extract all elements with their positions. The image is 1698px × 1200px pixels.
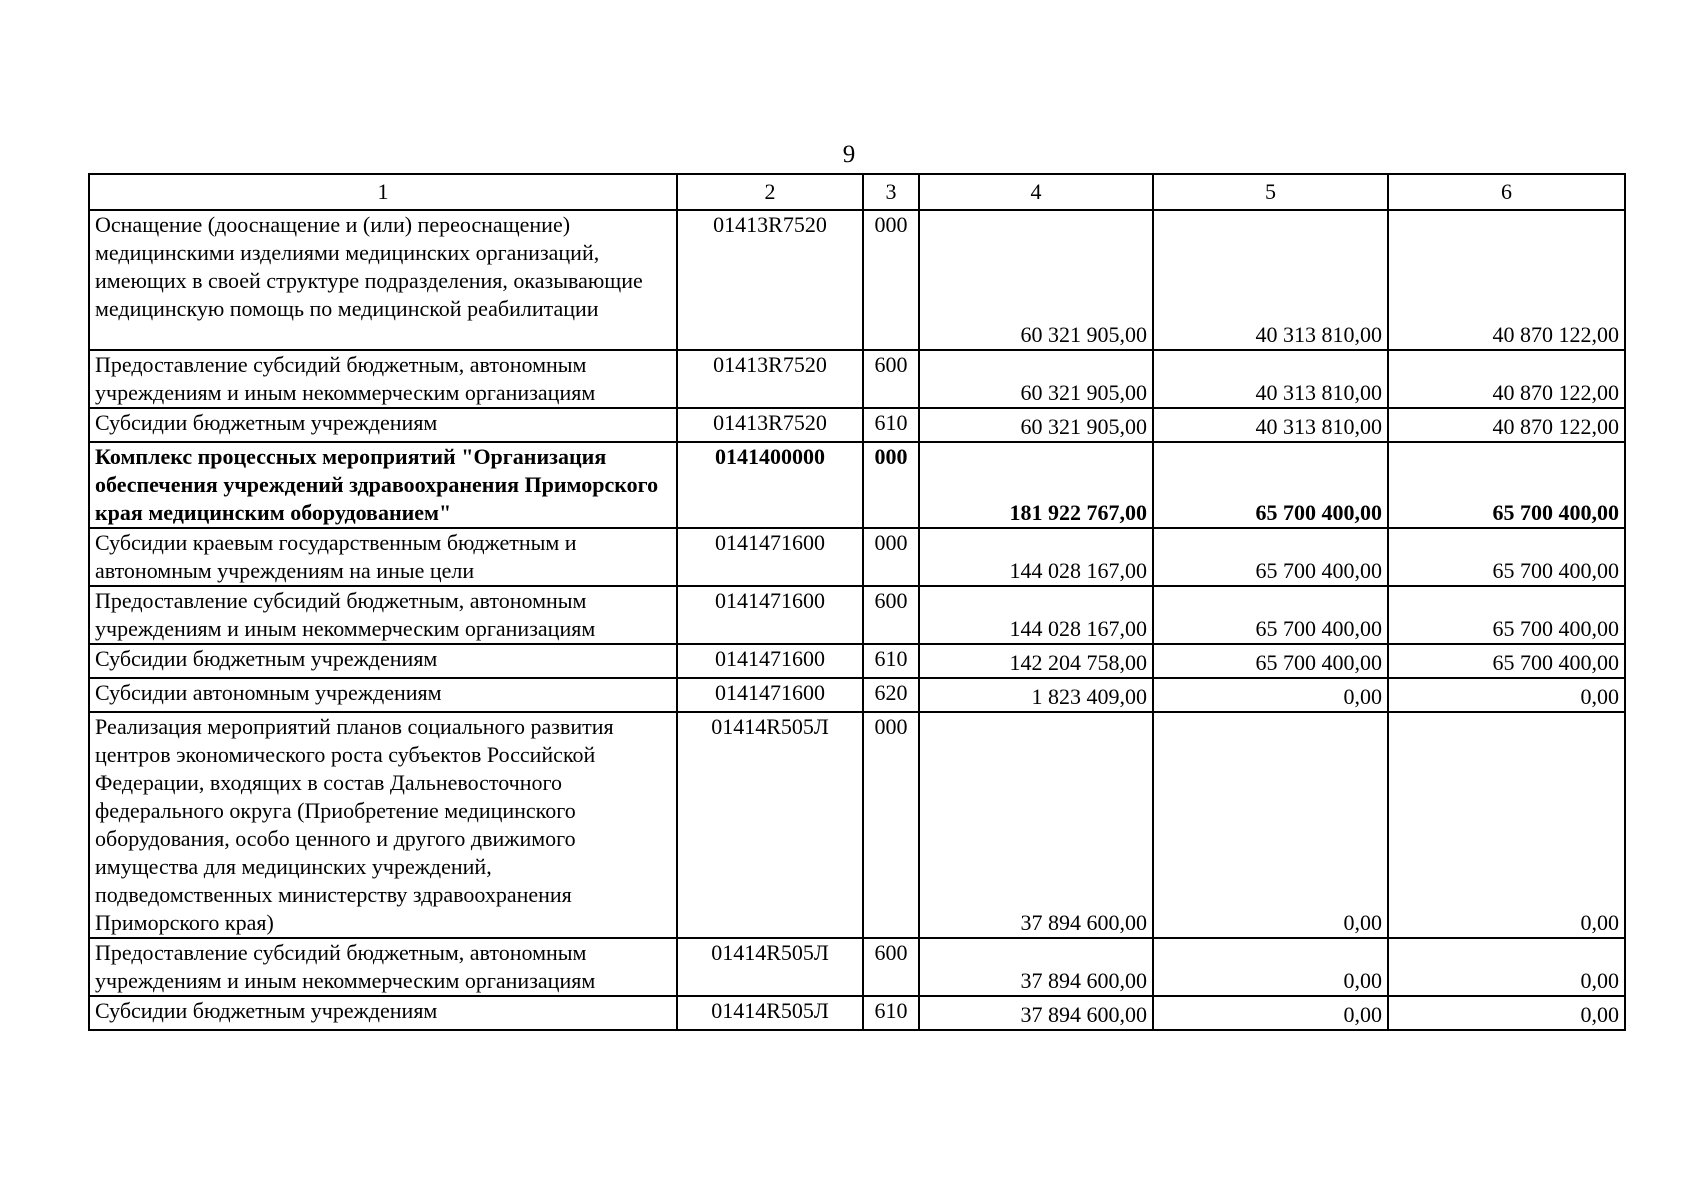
row-amount-cell: 0,00 [1153,678,1388,712]
row-amount-cell: 0,00 [1153,938,1388,996]
row-amount-cell: 65 700 400,00 [1153,528,1388,586]
row-name-cell: Комплекс процессных мероприятий "Организация обеспечения учреждений здравоохранения Приморского края медицинским оборудованием" [89,442,677,528]
row-type-cell: 600 [863,350,919,408]
row-name-cell: Субсидии бюджетным учреждениям [89,408,677,442]
row-amount-cell: 65 700 400,00 [1153,442,1388,528]
row-code-cell: 0141471600 [677,528,863,586]
header-row [89,174,1625,210]
row-name-cell: Субсидии краевым государственным бюджетным и автономным учреждениям на иные цели [89,528,677,586]
row-code-cell: 0141471600 [677,644,863,678]
table-row [89,996,1625,1030]
row-amount-cell: 40 313 810,00 [1153,210,1388,350]
row-code-cell: 01413R7520 [677,350,863,408]
table-row [89,210,1625,350]
row-code-cell: 01414R505Л [677,938,863,996]
row-amount-cell: 37 894 600,00 [919,712,1153,938]
row-amount-cell: 65 700 400,00 [1388,442,1625,528]
table-row [89,678,1625,712]
row-amount-cell: 1 823 409,00 [919,678,1153,712]
row-amount-cell: 40 313 810,00 [1153,408,1388,442]
row-amount-cell: 181 922 767,00 [919,442,1153,528]
row-name-cell: Оснащение (дооснащение и (или) переоснащение) медицинскими изделиями медицинских организаций, имеющих в своей структуре подразделения, оказывающие медицинскую помощь по медицинской реабилитации [89,210,677,350]
row-code-cell: 01413R7520 [677,210,863,350]
header-cell: 6 [1388,174,1625,210]
row-type-cell: 600 [863,586,919,644]
table-row [89,528,1625,586]
row-name-cell: Реализация мероприятий планов социального развития центров экономического роста субъектов Российской Федерации, входящих в состав Дальневосточного федерального округа (Приобретение медицинского оборудования, особо ценного и другого движимого имущества для медицинских учреждений, подведомственных министерству здравоохранения Приморского края) [89,712,677,938]
row-code-cell: 0141471600 [677,586,863,644]
table-row [89,712,1625,938]
row-amount-cell: 60 321 905,00 [919,210,1153,350]
row-name-cell: Предоставление субсидий бюджетным, автономным учреждениям и иным некоммерческим организациям [89,938,677,996]
table-row [89,938,1625,996]
row-type-cell: 610 [863,996,919,1030]
row-type-cell: 610 [863,644,919,678]
table-row [89,644,1625,678]
row-type-cell: 000 [863,210,919,350]
header-cell: 2 [677,174,863,210]
row-type-cell: 000 [863,528,919,586]
budget-table [88,173,1626,1031]
row-amount-cell: 0,00 [1153,996,1388,1030]
row-code-cell: 0141400000 [677,442,863,528]
row-name-cell: Субсидии бюджетным учреждениям [89,644,677,678]
row-amount-cell: 142 204 758,00 [919,644,1153,678]
row-amount-cell: 65 700 400,00 [1153,644,1388,678]
row-type-cell: 600 [863,938,919,996]
table-row [89,586,1625,644]
row-type-cell: 610 [863,408,919,442]
row-name-cell: Предоставление субсидий бюджетным, автономным учреждениям и иным некоммерческим организациям [89,586,677,644]
row-amount-cell: 40 870 122,00 [1388,210,1625,350]
header-cell: 1 [89,174,677,210]
table-row [89,408,1625,442]
row-type-cell: 000 [863,712,919,938]
row-amount-cell: 144 028 167,00 [919,528,1153,586]
row-amount-cell: 65 700 400,00 [1388,644,1625,678]
table-row [89,350,1625,408]
row-amount-cell: 0,00 [1153,712,1388,938]
row-amount-cell: 0,00 [1388,678,1625,712]
row-name-cell: Субсидии автономным учреждениям [89,678,677,712]
row-name-cell: Субсидии бюджетным учреждениям [89,996,677,1030]
row-name-cell: Предоставление субсидий бюджетным, автономным учреждениям и иным некоммерческим организациям [89,350,677,408]
row-amount-cell: 0,00 [1388,996,1625,1030]
page-number: 9 [842,141,856,168]
row-code-cell: 01413R7520 [677,408,863,442]
row-amount-cell: 65 700 400,00 [1388,528,1625,586]
row-amount-cell: 37 894 600,00 [919,996,1153,1030]
row-amount-cell: 40 870 122,00 [1388,350,1625,408]
header-cell: 3 [863,174,919,210]
header-cell: 5 [1153,174,1388,210]
row-amount-cell: 0,00 [1388,938,1625,996]
row-amount-cell: 60 321 905,00 [919,408,1153,442]
row-amount-cell: 65 700 400,00 [1388,586,1625,644]
row-amount-cell: 65 700 400,00 [1153,586,1388,644]
row-amount-cell: 37 894 600,00 [919,938,1153,996]
row-code-cell: 0141471600 [677,678,863,712]
row-amount-cell: 60 321 905,00 [919,350,1153,408]
row-amount-cell: 40 313 810,00 [1153,350,1388,408]
row-type-cell: 620 [863,678,919,712]
row-code-cell: 01414R505Л [677,712,863,938]
row-amount-cell: 0,00 [1388,712,1625,938]
row-amount-cell: 144 028 167,00 [919,586,1153,644]
row-code-cell: 01414R505Л [677,996,863,1030]
header-cell: 4 [919,174,1153,210]
row-type-cell: 000 [863,442,919,528]
table-row [89,442,1625,528]
row-amount-cell: 40 870 122,00 [1388,408,1625,442]
